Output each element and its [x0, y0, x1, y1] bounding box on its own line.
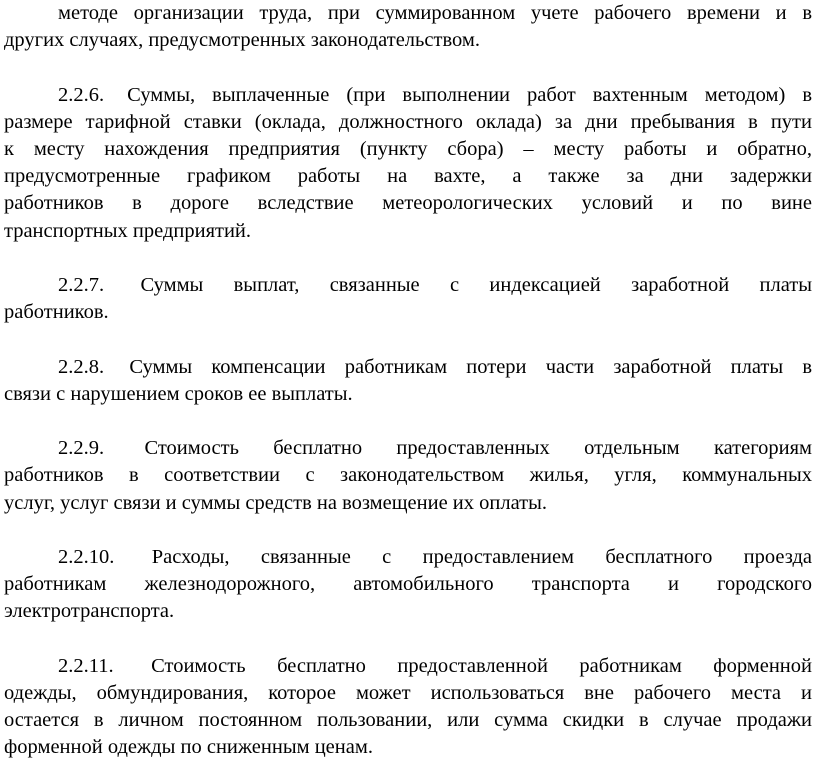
text-line: связи с нарушением сроков ее выплаты.	[4, 382, 353, 405]
text-line: работников в соответствии с законодательством жилья, угля, коммунальных	[4, 464, 812, 487]
text-line: работников в дороге вследствие метеорологических условий и по вине	[4, 192, 812, 215]
text-line	[4, 544, 812, 571]
paragraph-gap	[4, 517, 812, 544]
paragraph-2-2-8	[4, 354, 812, 408]
text-line	[4, 354, 812, 381]
text-line: методе организации труда, при суммированном учете рабочего времени и в	[58, 2, 812, 24]
paragraph-2-2-6	[4, 82, 812, 245]
text-line	[4, 653, 812, 680]
paragraph-gap	[4, 326, 812, 353]
paragraph-2-2-7	[4, 272, 812, 326]
paragraph-gap	[4, 54, 812, 81]
paragraph-gap	[4, 245, 812, 272]
paragraph-gap	[4, 626, 812, 653]
clause-number: 2.2.7.	[58, 274, 105, 296]
paragraph-continuation	[4, 0, 812, 54]
clause-number: 2.2.9.	[58, 437, 105, 460]
text-line: услуг, услуг связи и суммы средств на возмещение их оплаты.	[4, 491, 548, 514]
paragraph-2-2-9	[4, 435, 812, 517]
text-line: остается в личном постоянном пользовании, или сумма скидки в случае продажи	[4, 709, 812, 732]
clause-text: Суммы компенсации работникам потери части заработной платы в	[129, 355, 812, 378]
document-page	[4, 0, 812, 762]
text-line: одежды, обмундирования, которое может использоваться вне рабочего места и	[4, 681, 812, 704]
text-line	[4, 82, 812, 109]
clause-number: 2.2.10.	[58, 545, 115, 568]
text-line: размере тарифной ставки (оклада, должностного оклада) за дни пребывания в пути	[4, 110, 812, 133]
clause-number: 2.2.11.	[58, 654, 114, 677]
clause-text: Стоимость бесплатно предоставленных отдельным категориям	[144, 437, 812, 460]
text-line: работников.	[4, 301, 109, 324]
text-line: форменной одежды по сниженным ценам.	[4, 736, 373, 759]
paragraph-gap	[4, 408, 812, 435]
paragraph-2-2-11	[4, 653, 812, 762]
text-line	[4, 272, 812, 299]
clause-text: Суммы, выплаченные (при выполнении работ вахтенным методом) в	[127, 83, 813, 106]
clause-text: Расходы, связанные с предоставлением бесплатного проезда	[151, 545, 813, 568]
clause-text: Стоимость бесплатно предоставленной работникам форменной	[151, 654, 813, 677]
text-line: к месту нахождения предприятия (пункту сбора) – месту работы и обратно,	[4, 138, 812, 160]
text-line: транспортных предприятий.	[4, 219, 252, 242]
text-line	[4, 435, 812, 462]
text-line: других случаях, предусмотренных законодательством.	[4, 29, 480, 52]
text-line: работникам железнодорожного, автомобильного транспорта и городского	[4, 573, 812, 596]
paragraph-2-2-10	[4, 544, 812, 626]
text-line: электротранспорта.	[4, 600, 175, 623]
clause-number: 2.2.8.	[58, 355, 105, 378]
clause-number: 2.2.6.	[58, 83, 105, 106]
text-line: предусмотренные графиком работы на вахте, а также за дни задержки	[4, 165, 812, 188]
clause-text: Суммы выплат, связанные с индексацией заработной платы	[140, 274, 812, 296]
